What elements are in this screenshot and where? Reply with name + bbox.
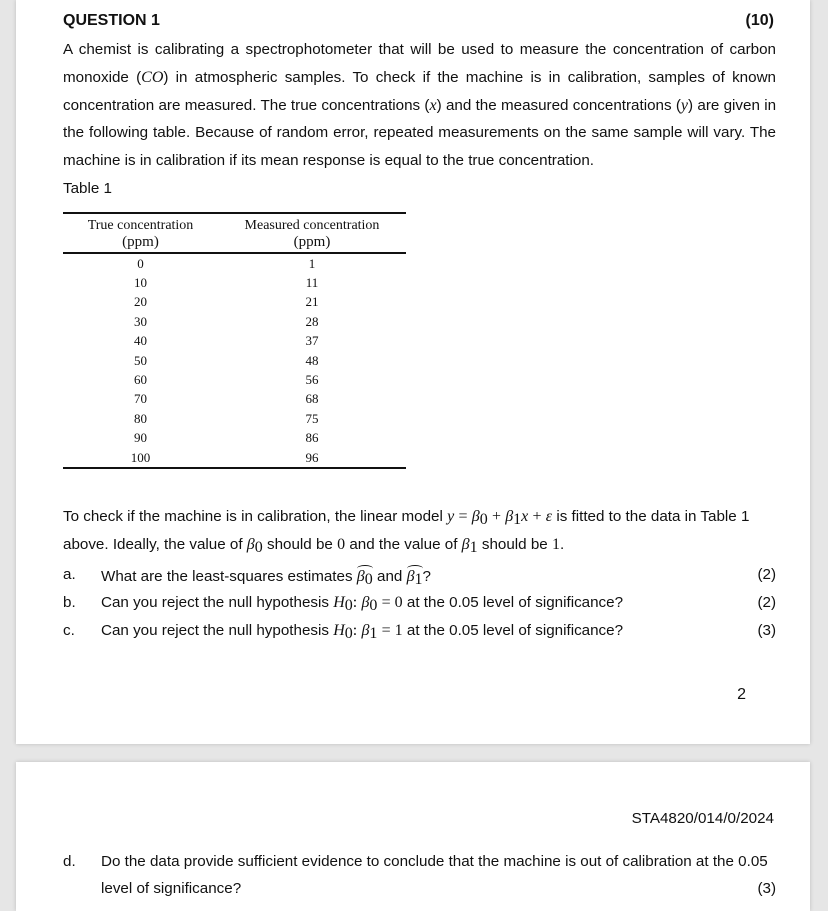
cell-measured: 28 (305, 313, 319, 329)
cell-true: 30 (134, 313, 147, 329)
cell-true: 40 (134, 333, 147, 349)
cell-true: 70 (134, 391, 147, 407)
cell-measured: 56 (305, 372, 319, 388)
cell-true: 10 (134, 275, 147, 291)
cell-measured: 21 (305, 294, 319, 310)
table-row (63, 390, 406, 409)
table-row (63, 448, 406, 468)
cell-measured: 37 (305, 333, 319, 349)
cell-measured: 96 (305, 449, 319, 465)
model-paragraph: To check if the machine is in calibration, the linear model $y = \beta_0 + \beta_1x + \varepsilon$ is fitted to the data in Table 1 above. Ideally, the value of $\beta_0$ should be 0 and the value of $\beta_1$ should be 1. (63, 508, 750, 556)
table-caption: Table 1 (63, 180, 112, 197)
table-row (63, 429, 406, 448)
cell-true: 20 (134, 294, 147, 310)
header-measured-concentration: Measured concentration (ppm) (218, 213, 406, 253)
item-text: Can you reject the null hypothesis $H_0$: $\beta_0 = 0$ at the 0.05 level of significance? (101, 594, 624, 614)
page-2 (16, 762, 810, 911)
item-marks: (2) (757, 594, 776, 611)
question-marks: (10) (745, 12, 774, 29)
cell-measured: 48 (305, 352, 319, 368)
cell-true: 50 (134, 352, 147, 368)
item-text: Can you reject the null hypothesis $H_0$: $\beta_1 = 1$ at the 0.05 level of significance? (101, 622, 624, 642)
question-title: QUESTION 1 (63, 12, 160, 29)
item-marks: (2) (757, 566, 776, 583)
header-true-concentration: True concentration (ppm) (63, 213, 218, 253)
item-marks: (3) (757, 880, 776, 897)
cell-true: 60 (134, 372, 147, 388)
cell-true: 0 (137, 255, 144, 271)
cell-true: 100 (130, 449, 151, 465)
page-1 (16, 0, 810, 744)
concentration-table (63, 212, 406, 469)
table-row (63, 370, 406, 389)
cell-measured: 75 (305, 410, 319, 426)
cell-true: 90 (134, 430, 147, 446)
item-label: a. (63, 566, 76, 583)
table-row (63, 293, 406, 312)
item-text: What are the least-squares estimates $\beta_0$ and $\beta_1$? (101, 568, 431, 588)
cell-true: 80 (134, 410, 147, 426)
item-label: b. (63, 594, 76, 611)
cell-measured: 68 (305, 391, 319, 407)
cell-measured: 11 (305, 275, 319, 291)
item-label: c. (63, 622, 75, 639)
table-row (63, 253, 406, 273)
cell-measured: 1 (308, 255, 316, 271)
course-code: STA4820/014/0/2024 (631, 810, 774, 827)
page-number: 2 (737, 686, 746, 703)
table-row (63, 273, 406, 292)
table-row (63, 312, 406, 331)
item-d (63, 848, 776, 902)
item-text: Do the data provide sufficient evidence to conclude that the machine is out of calibration at the 0.05 level of significance? (101, 853, 768, 897)
question-intro: A chemist is calibrating a spectrophotometer that will be used to measure the concentration of carbon monoxide (CO) in atmospheric samples. To check if the machine is in calibration, samples of known concentration are measured. The true concentrations (x) and the measured concentrations (y) are given in the following table. Because of random error, repeated measurements on the same sample will vary. The machine is in calibration if its mean response is equal to the true concentration. (63, 41, 777, 170)
item-label: d. (63, 853, 76, 870)
table-row (63, 409, 406, 428)
table-row (63, 351, 406, 370)
table-row (63, 332, 406, 351)
item-marks: (3) (757, 622, 776, 639)
cell-measured: 86 (305, 430, 319, 446)
